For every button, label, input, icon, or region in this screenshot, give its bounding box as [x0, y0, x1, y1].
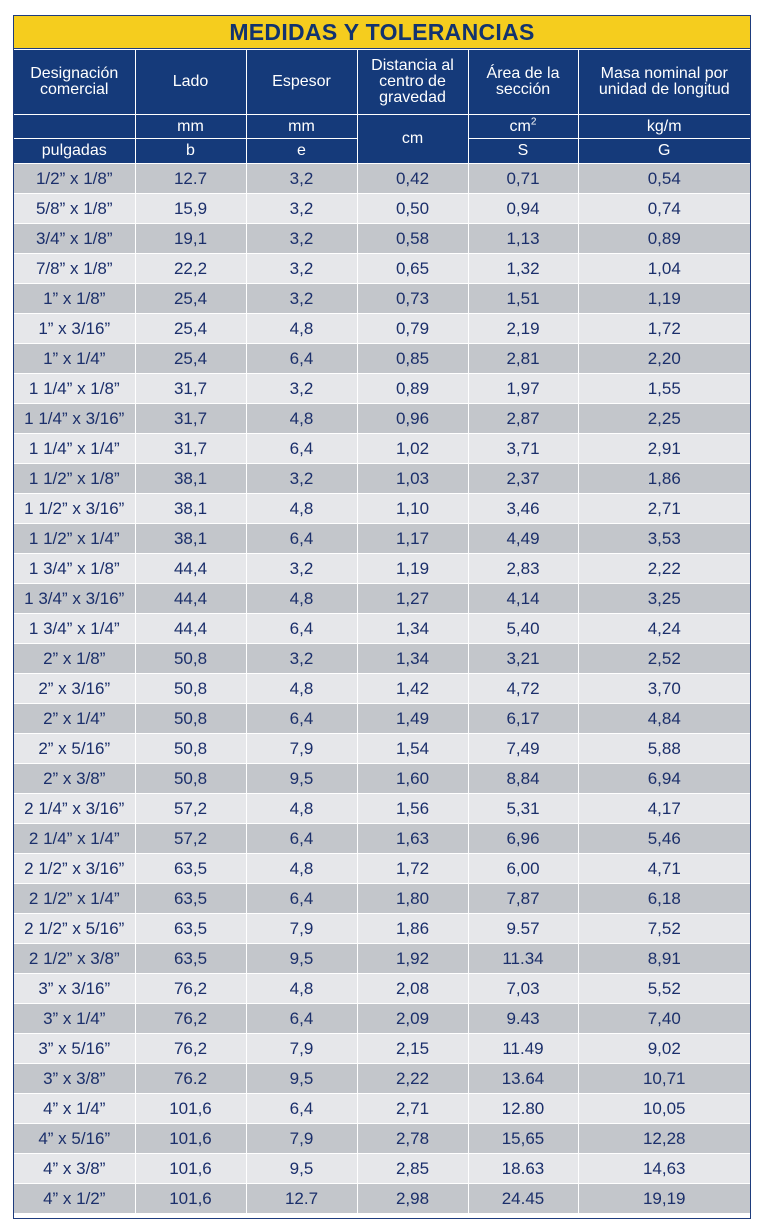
cell-designacion: 2” x 5/16”	[14, 734, 135, 764]
table-title: MEDIDAS Y TOLERANCIAS	[14, 16, 750, 49]
cell-espesor: 3,2	[246, 164, 357, 194]
cell-distancia: 1,56	[357, 794, 468, 824]
cell-espesor: 3,2	[246, 374, 357, 404]
cell-area: 5,31	[468, 794, 578, 824]
dimensions-table	[14, 49, 750, 1214]
cell-lado: 76,2	[135, 1004, 246, 1034]
cell-lado: 57,2	[135, 794, 246, 824]
cell-designacion: 4” x 1/2”	[14, 1184, 135, 1214]
cell-espesor: 4,8	[246, 974, 357, 1004]
cell-area: 6,17	[468, 704, 578, 734]
cell-masa: 19,19	[578, 1184, 750, 1214]
cell-masa: 0,74	[578, 194, 750, 224]
cell-designacion: 1 1/4” x 1/8”	[14, 374, 135, 404]
cell-area: 15,65	[468, 1124, 578, 1154]
cell-designacion: 1 1/4” x 3/16”	[14, 404, 135, 434]
cell-distancia: 2,09	[357, 1004, 468, 1034]
cell-designacion: 5/8” x 1/8”	[14, 194, 135, 224]
cell-distancia: 2,78	[357, 1124, 468, 1154]
cell-espesor: 3,2	[246, 554, 357, 584]
cell-espesor: 7,9	[246, 1124, 357, 1154]
cell-masa: 12,28	[578, 1124, 750, 1154]
cell-masa: 0,89	[578, 224, 750, 254]
header-masa: Masa nominal por unidad de longitud	[578, 50, 750, 115]
cell-masa: 2,71	[578, 494, 750, 524]
cell-distancia: 1,34	[357, 644, 468, 674]
cell-designacion: 3” x 1/4”	[14, 1004, 135, 1034]
table-row	[14, 1064, 750, 1094]
cell-espesor: 6,4	[246, 614, 357, 644]
table-row	[14, 644, 750, 674]
cell-lado: 50,8	[135, 644, 246, 674]
cell-designacion: 1 1/2” x 1/8”	[14, 464, 135, 494]
cell-masa: 4,84	[578, 704, 750, 734]
cell-lado: 63,5	[135, 914, 246, 944]
table-row	[14, 224, 750, 254]
unit-distancia: cm	[357, 115, 468, 164]
cell-distancia: 0,42	[357, 164, 468, 194]
cell-designacion: 1 3/4” x 1/8”	[14, 554, 135, 584]
unit-lado: mm	[135, 115, 246, 139]
cell-area: 8,84	[468, 764, 578, 794]
cell-area: 4,14	[468, 584, 578, 614]
cell-espesor: 6,4	[246, 884, 357, 914]
cell-area: 18.63	[468, 1154, 578, 1184]
cell-lado: 15,9	[135, 194, 246, 224]
header-espesor: Espesor	[246, 50, 357, 115]
cell-lado: 38,1	[135, 464, 246, 494]
cell-area: 6,96	[468, 824, 578, 854]
symbol-area: S	[468, 139, 578, 164]
cell-distancia: 1,80	[357, 884, 468, 914]
cell-area: 9.43	[468, 1004, 578, 1034]
table-row	[14, 944, 750, 974]
cell-distancia: 0,85	[357, 344, 468, 374]
cell-masa: 9,02	[578, 1034, 750, 1064]
cell-designacion: 4” x 3/8”	[14, 1154, 135, 1184]
cell-distancia: 2,22	[357, 1064, 468, 1094]
cell-area: 3,46	[468, 494, 578, 524]
table-row	[14, 1004, 750, 1034]
table-row	[14, 764, 750, 794]
table-row	[14, 254, 750, 284]
cell-lado: 50,8	[135, 674, 246, 704]
cell-distancia: 0,65	[357, 254, 468, 284]
cell-espesor: 7,9	[246, 1034, 357, 1064]
cell-area: 6,00	[468, 854, 578, 884]
unit-designacion-empty	[14, 115, 135, 139]
cell-lado: 101,6	[135, 1184, 246, 1214]
cell-designacion: 4” x 5/16”	[14, 1124, 135, 1154]
cell-distancia: 0,79	[357, 314, 468, 344]
cell-distancia: 0,73	[357, 284, 468, 314]
cell-lado: 22,2	[135, 254, 246, 284]
cell-masa: 5,88	[578, 734, 750, 764]
cell-espesor: 4,8	[246, 584, 357, 614]
table-row	[14, 704, 750, 734]
cell-area: 0,94	[468, 194, 578, 224]
table-row	[14, 404, 750, 434]
cell-distancia: 1,42	[357, 674, 468, 704]
table-row	[14, 1154, 750, 1184]
cell-lado: 57,2	[135, 824, 246, 854]
table-row	[14, 1094, 750, 1124]
cell-masa: 2,20	[578, 344, 750, 374]
cell-lado: 50,8	[135, 704, 246, 734]
cell-designacion: 2” x 1/8”	[14, 644, 135, 674]
cell-distancia: 1,60	[357, 764, 468, 794]
unit-espesor: mm	[246, 115, 357, 139]
cell-lado: 38,1	[135, 524, 246, 554]
cell-lado: 101,6	[135, 1094, 246, 1124]
cell-distancia: 1,02	[357, 434, 468, 464]
cell-espesor: 4,8	[246, 494, 357, 524]
cell-distancia: 1,63	[357, 824, 468, 854]
symbol-lado: b	[135, 139, 246, 164]
cell-masa: 5,52	[578, 974, 750, 1004]
cell-espesor: 6,4	[246, 704, 357, 734]
cell-designacion: 3” x 3/16”	[14, 974, 135, 1004]
cell-designacion: 1” x 3/16”	[14, 314, 135, 344]
cell-designacion: 2 1/2” x 5/16”	[14, 914, 135, 944]
cell-lado: 31,7	[135, 404, 246, 434]
cell-lado: 76,2	[135, 1034, 246, 1064]
cell-masa: 2,25	[578, 404, 750, 434]
cell-lado: 101,6	[135, 1154, 246, 1184]
cell-distancia: 1,10	[357, 494, 468, 524]
cell-area: 2,81	[468, 344, 578, 374]
cell-area: 2,19	[468, 314, 578, 344]
cell-lado: 63,5	[135, 854, 246, 884]
unit-masa: kg/m	[578, 115, 750, 139]
cell-masa: 4,71	[578, 854, 750, 884]
cell-lado: 44,4	[135, 614, 246, 644]
symbol-masa: G	[578, 139, 750, 164]
cell-area: 11.34	[468, 944, 578, 974]
cell-espesor: 6,4	[246, 1094, 357, 1124]
cell-designacion: 3” x 5/16”	[14, 1034, 135, 1064]
cell-masa: 0,54	[578, 164, 750, 194]
cell-designacion: 1” x 1/4”	[14, 344, 135, 374]
cell-lado: 50,8	[135, 764, 246, 794]
cell-area: 1,97	[468, 374, 578, 404]
cell-espesor: 3,2	[246, 644, 357, 674]
cell-masa: 7,52	[578, 914, 750, 944]
cell-area: 4,49	[468, 524, 578, 554]
cell-espesor: 6,4	[246, 1004, 357, 1034]
cell-distancia: 0,89	[357, 374, 468, 404]
header-designacion: Designación comercial	[14, 50, 135, 115]
cell-area: 7,87	[468, 884, 578, 914]
cell-designacion: 7/8” x 1/8”	[14, 254, 135, 284]
cell-area: 0,71	[468, 164, 578, 194]
cell-espesor: 4,8	[246, 314, 357, 344]
cell-masa: 1,86	[578, 464, 750, 494]
cell-distancia: 1,72	[357, 854, 468, 884]
cell-masa: 3,25	[578, 584, 750, 614]
cell-distancia: 2,85	[357, 1154, 468, 1184]
cell-espesor: 7,9	[246, 914, 357, 944]
cell-espesor: 3,2	[246, 224, 357, 254]
table-row	[14, 854, 750, 884]
cell-espesor: 7,9	[246, 734, 357, 764]
cell-designacion: 4” x 1/4”	[14, 1094, 135, 1124]
cell-designacion: 2 1/4” x 1/4”	[14, 824, 135, 854]
cell-designacion: 3/4” x 1/8”	[14, 224, 135, 254]
cell-area: 7,03	[468, 974, 578, 1004]
cell-masa: 14,63	[578, 1154, 750, 1184]
cell-area: 13.64	[468, 1064, 578, 1094]
table-row	[14, 434, 750, 464]
cell-designacion: 2 1/2” x 1/4”	[14, 884, 135, 914]
cell-distancia: 1,86	[357, 914, 468, 944]
cell-masa: 1,72	[578, 314, 750, 344]
cell-masa: 2,52	[578, 644, 750, 674]
table-row	[14, 554, 750, 584]
cell-lado: 12.7	[135, 164, 246, 194]
cell-designacion: 2 1/2” x 3/16”	[14, 854, 135, 884]
cell-espesor: 9,5	[246, 944, 357, 974]
cell-designacion: 3” x 3/8”	[14, 1064, 135, 1094]
cell-lado: 76,2	[135, 974, 246, 1004]
table-row	[14, 1124, 750, 1154]
cell-designacion: 2” x 3/8”	[14, 764, 135, 794]
cell-masa: 2,91	[578, 434, 750, 464]
cell-area: 2,87	[468, 404, 578, 434]
cell-lado: 38,1	[135, 494, 246, 524]
cell-designacion: 1 3/4” x 1/4”	[14, 614, 135, 644]
table-row	[14, 1034, 750, 1064]
cell-distancia: 2,98	[357, 1184, 468, 1214]
cell-espesor: 6,4	[246, 344, 357, 374]
table-row	[14, 344, 750, 374]
table-row	[14, 734, 750, 764]
cell-area: 4,72	[468, 674, 578, 704]
cell-designacion: 1 3/4” x 3/16”	[14, 584, 135, 614]
cell-espesor: 3,2	[246, 464, 357, 494]
cell-designacion: 1/2” x 1/8”	[14, 164, 135, 194]
table-row	[14, 194, 750, 224]
table-row	[14, 164, 750, 194]
cell-masa: 6,94	[578, 764, 750, 794]
symbol-espesor: e	[246, 139, 357, 164]
table-row	[14, 614, 750, 644]
table-row	[14, 464, 750, 494]
unit-area	[468, 115, 578, 139]
cell-lado: 44,4	[135, 584, 246, 614]
cell-espesor: 4,8	[246, 794, 357, 824]
cell-area: 24.45	[468, 1184, 578, 1214]
cell-designacion: 2” x 1/4”	[14, 704, 135, 734]
cell-lado: 31,7	[135, 434, 246, 464]
header-lado: Lado	[135, 50, 246, 115]
table-row	[14, 314, 750, 344]
cell-area: 11.49	[468, 1034, 578, 1064]
cell-espesor: 4,8	[246, 674, 357, 704]
cell-distancia: 2,71	[357, 1094, 468, 1124]
table-row	[14, 974, 750, 1004]
table-body	[14, 164, 750, 1214]
spec-table-panel	[13, 15, 751, 1219]
header-area: Área de la sección	[468, 50, 578, 115]
cell-masa: 2,22	[578, 554, 750, 584]
cell-lado: 25,4	[135, 344, 246, 374]
cell-espesor: 9,5	[246, 764, 357, 794]
header-distancia: Distancia al centro de gravedad	[357, 50, 468, 115]
cell-designacion: 2 1/2” x 3/8”	[14, 944, 135, 974]
cell-espesor: 9,5	[246, 1154, 357, 1184]
cell-lado: 50,8	[135, 734, 246, 764]
cell-espesor: 9,5	[246, 1064, 357, 1094]
symbol-designacion: pulgadas	[14, 139, 135, 164]
cell-designacion: 1 1/2” x 3/16”	[14, 494, 135, 524]
cell-area: 2,37	[468, 464, 578, 494]
cell-area: 12.80	[468, 1094, 578, 1124]
cell-espesor: 3,2	[246, 194, 357, 224]
table-row	[14, 494, 750, 524]
cell-distancia: 1,17	[357, 524, 468, 554]
cell-distancia: 2,15	[357, 1034, 468, 1064]
table-row	[14, 284, 750, 314]
table-row	[14, 884, 750, 914]
cell-distancia: 0,50	[357, 194, 468, 224]
cell-lado: 101,6	[135, 1124, 246, 1154]
table-row	[14, 794, 750, 824]
cell-area: 1,51	[468, 284, 578, 314]
cell-distancia: 2,08	[357, 974, 468, 1004]
cell-masa: 4,17	[578, 794, 750, 824]
cell-area: 5,40	[468, 614, 578, 644]
cell-area: 9.57	[468, 914, 578, 944]
cell-area: 3,71	[468, 434, 578, 464]
table-row	[14, 674, 750, 704]
cell-lado: 44,4	[135, 554, 246, 584]
cell-lado: 76.2	[135, 1064, 246, 1094]
cell-masa: 3,53	[578, 524, 750, 554]
cell-designacion: 2” x 3/16”	[14, 674, 135, 704]
cell-espesor: 12.7	[246, 1184, 357, 1214]
cell-distancia: 1,54	[357, 734, 468, 764]
cell-masa: 3,70	[578, 674, 750, 704]
cell-area: 2,83	[468, 554, 578, 584]
unit-area-base: cm	[509, 117, 531, 135]
cell-distancia: 1,92	[357, 944, 468, 974]
cell-designacion: 2 1/4” x 3/16”	[14, 794, 135, 824]
cell-distancia: 1,34	[357, 614, 468, 644]
cell-masa: 8,91	[578, 944, 750, 974]
cell-masa: 1,55	[578, 374, 750, 404]
cell-designacion: 1 1/2” x 1/4”	[14, 524, 135, 554]
unit-area-exponent: 2	[530, 116, 537, 128]
cell-masa: 10,05	[578, 1094, 750, 1124]
cell-area: 7,49	[468, 734, 578, 764]
cell-distancia: 0,96	[357, 404, 468, 434]
cell-masa: 5,46	[578, 824, 750, 854]
cell-lado: 63,5	[135, 884, 246, 914]
cell-designacion: 1 1/4” x 1/4”	[14, 434, 135, 464]
cell-espesor: 3,2	[246, 284, 357, 314]
table-row	[14, 524, 750, 554]
cell-area: 3,21	[468, 644, 578, 674]
table-row	[14, 824, 750, 854]
cell-lado: 31,7	[135, 374, 246, 404]
cell-masa: 1,04	[578, 254, 750, 284]
table-row	[14, 914, 750, 944]
cell-distancia: 1,03	[357, 464, 468, 494]
cell-espesor: 6,4	[246, 824, 357, 854]
cell-lado: 19,1	[135, 224, 246, 254]
cell-area: 1,13	[468, 224, 578, 254]
cell-lado: 25,4	[135, 314, 246, 344]
cell-area: 1,32	[468, 254, 578, 284]
cell-espesor: 6,4	[246, 434, 357, 464]
cell-lado: 63,5	[135, 944, 246, 974]
cell-distancia: 1,49	[357, 704, 468, 734]
table-row	[14, 584, 750, 614]
cell-masa: 7,40	[578, 1004, 750, 1034]
cell-designacion: 1” x 1/8”	[14, 284, 135, 314]
cell-lado: 25,4	[135, 284, 246, 314]
cell-masa: 4,24	[578, 614, 750, 644]
cell-distancia: 0,58	[357, 224, 468, 254]
cell-distancia: 1,19	[357, 554, 468, 584]
cell-distancia: 1,27	[357, 584, 468, 614]
cell-masa: 1,19	[578, 284, 750, 314]
cell-masa: 6,18	[578, 884, 750, 914]
table-row	[14, 374, 750, 404]
cell-masa: 10,71	[578, 1064, 750, 1094]
table-row	[14, 1184, 750, 1214]
cell-espesor: 3,2	[246, 254, 357, 284]
cell-espesor: 6,4	[246, 524, 357, 554]
cell-espesor: 4,8	[246, 404, 357, 434]
cell-espesor: 4,8	[246, 854, 357, 884]
